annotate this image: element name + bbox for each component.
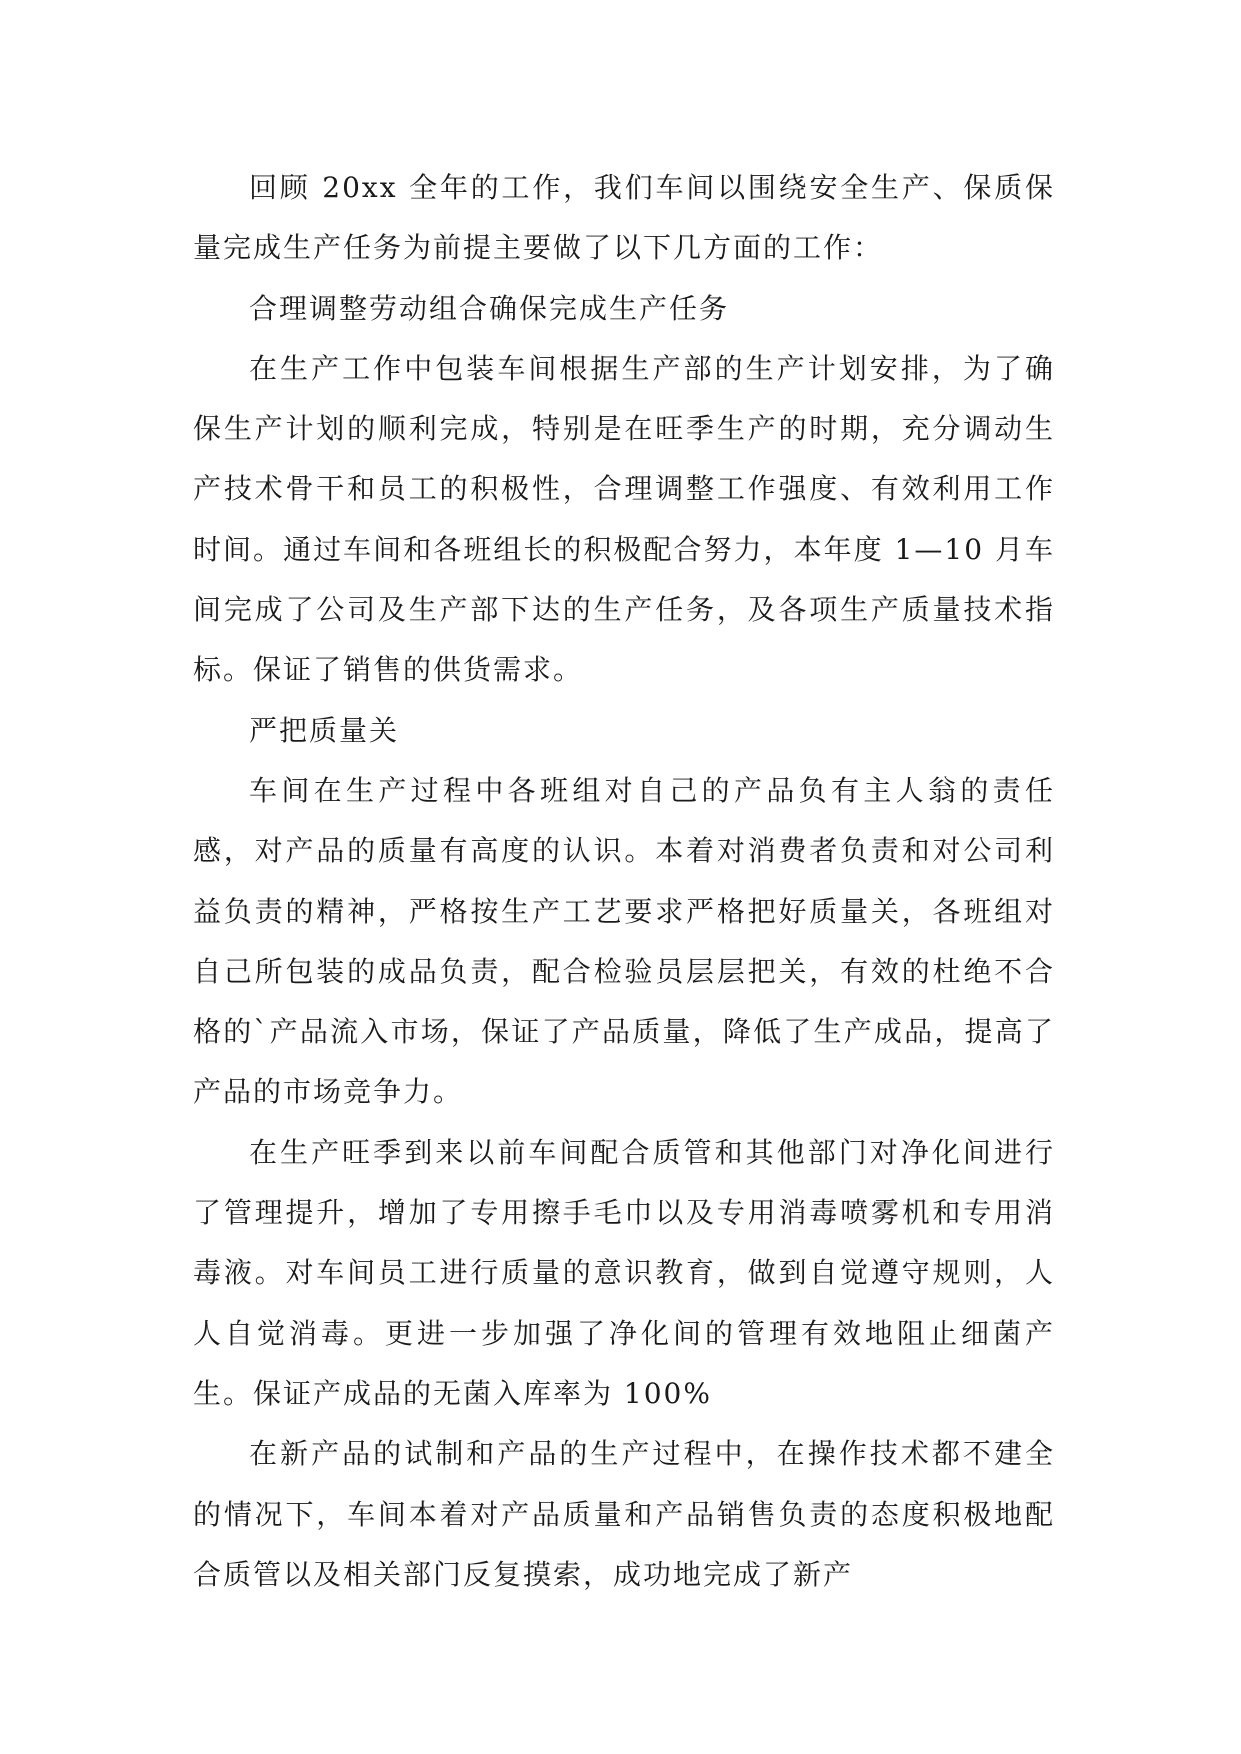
paragraph-new-product: 在新产品的试制和产品的生产过程中，在操作技术都不建全的情况下，车间本着对产品质量和产品销售负责的态度积极地配合质管以及相关部门反复摸索，成功地完成了新产 [193, 1437, 1055, 1591]
paragraph-intro: 回顾 20xx 全年的工作，我们车间以围绕安全生产、保质保量完成生产任务为前提主要做了以下几方面的工作： [193, 171, 1055, 265]
section-heading-quality: 严把质量关 [249, 713, 400, 747]
section-heading-labor: 合理调整劳动组合确保完成生产任务 [249, 291, 730, 325]
paragraph-production: 在生产工作中包装车间根据生产部的生产计划安排，为了确保生产计划的顺利完成，特别是在旺季生产的时期，充分调动生产技术骨干和员工的积极性，合理调整工作强度、有效利用工作时间。通过车间和各班组长的积极配合努力，本年度 1—10 月车间完成了公司及生产部下达的生产任务，及各项生产质量技术指标。保证了销售的供货需求。 [193, 351, 1055, 687]
document-body [193, 158, 1055, 1605]
paragraph-quality: 车间在生产过程中各班组对自己的产品负有主人翁的责任感，对产品的质量有高度的认识。本着对消费者负责和对公司利益负责的精神，严格按生产工艺要求严格把好质量关，各班组对自己所包装的成品负责，配合检验员层层把关，有效的杜绝不合格的`产品流入市场，保证了产品质量，降低了生产成品，提高了产品的市场竞争力。 [193, 773, 1055, 1109]
paragraph-cleanroom: 在生产旺季到来以前车间配合质管和其他部门对净化间进行了管理提升，增加了专用擦手毛巾以及专用消毒喷雾机和专用消毒液。对车间员工进行质量的意识教育，做到自觉遵守规则，人人自觉消毒。更进一步加强了净化间的管理有效地阻止细菌产生。保证产成品的无菌入库率为 100% [193, 1135, 1055, 1410]
